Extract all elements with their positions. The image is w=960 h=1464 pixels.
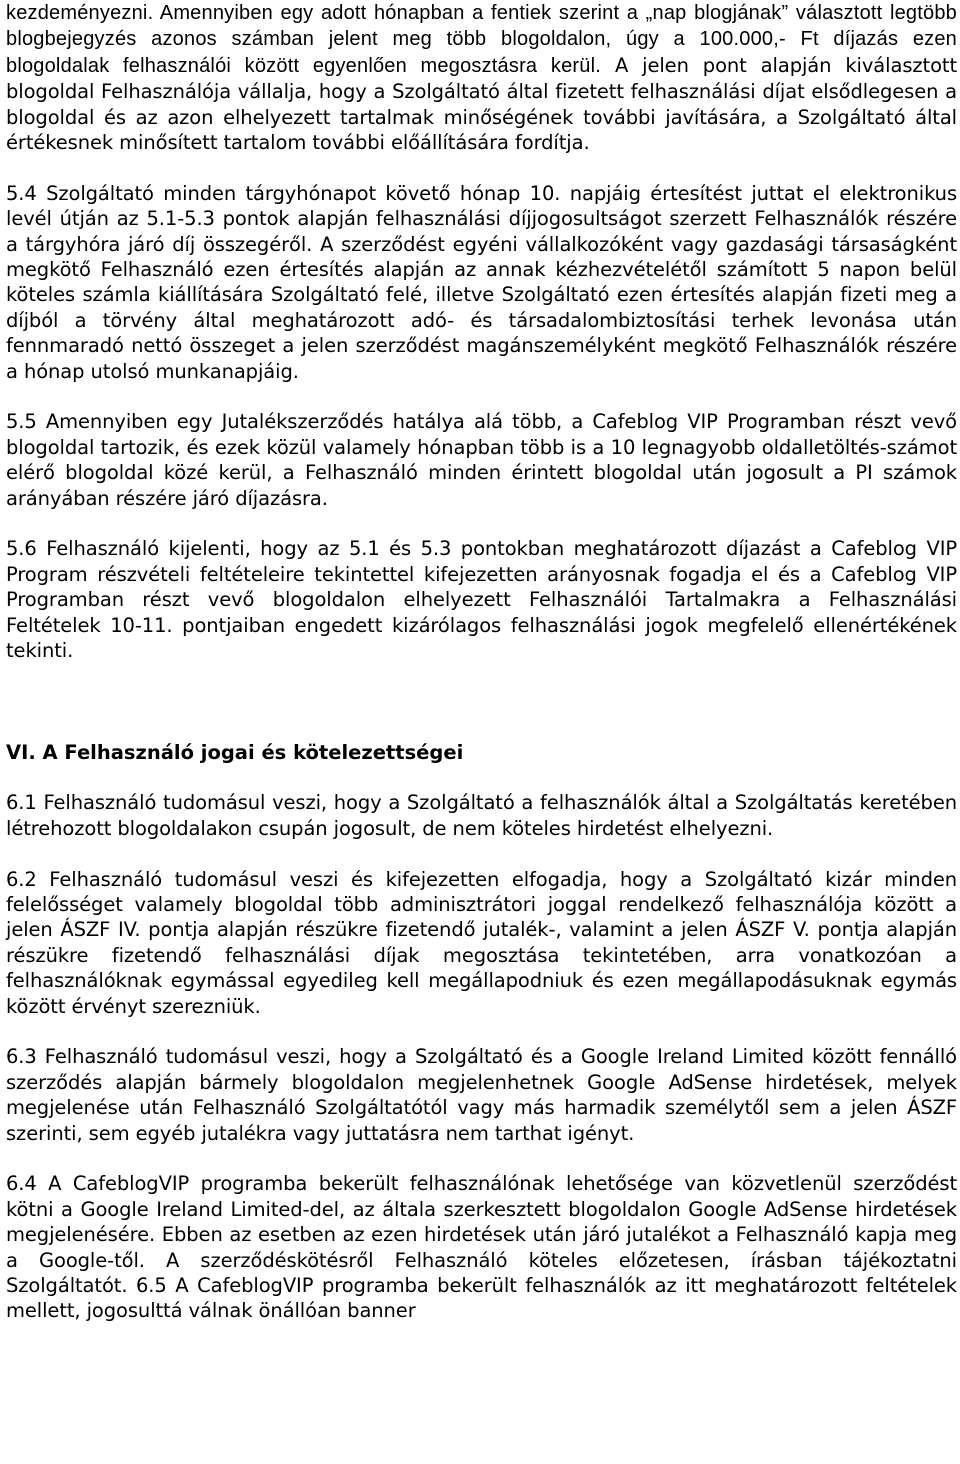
paragraph-gap xyxy=(6,1146,957,1171)
paragraph-5-4: 5.4 Szolgáltató minden tárgyhónapot követő hónap 10. napjáig értesítést juttat el elektronikus levél útján az 5.1-5.3 pontok alapján felhasználási díjjogosultságot szerzett Felhasználók részére a tárgyhóra járó díj összegéről. A szerződést egyéni vállalkozóként vagy gazdasági társaságként megkötő Felhasználó ezen értesítés alapján az annak kézhezvételétől számított 5 napon belül köteles számla kiállítására Szolgáltató felé, illetve Szolgáltató ezen értesítés alapján fizeti meg a díjból a törvény által meghatározott adó- és társadalombiztosítási terhek levonása után fennmaradó nettó összeget a jelen szerződést magánszemélyként megkötő Felhasználók részére a hónap utolsó munkanapjáig. xyxy=(6,181,957,383)
paragraph-gap xyxy=(6,1019,957,1044)
paragraph-gap xyxy=(6,765,957,790)
paragraph-6-2: 6.2 Felhasználó tudomásul veszi és kifejezetten elfogadja, hogy a Szolgáltató kizár minden felelősséget valamely blogoldal több adminisztrátori joggal rendelkező felhasználója között a jelen ÁSZF IV. pontja alapján részükre fizetendő jutalék-, valamint a jelen ÁSZF V. pontja alapján részükre fizetendő felhasználási díjak megosztása tekintetében, arra vonatkozóan a felhasználóknak egymással egyedileg kell megállapodniuk és ezen megállapodásuknak egymás között érvényt szerezniük. xyxy=(6,867,957,1018)
paragraph-intro-rest: A jelen pont alapján kiválasztott blogoldal Felhasználója vállalja, hogy a Szolgáltató által fizetett felhasználási díjat elsődlegesen a blogoldal és az azon elhelyezett tartalmak minőségének további javítására, a Szolgáltató által értékesnek minősített tartalom további előállítására fordítja. xyxy=(6,53,957,155)
paragraph-gap xyxy=(6,384,957,409)
paragraph-6-4: 6.4 A CafeblogVIP programba bekerült felhasználónak lehetősége van közvetlenül szerződést kötni a Google Ireland Limited-del, az általa szerkesztett blogoldalon Google AdSense hirdetések megjelenésére. Ebben az esetben az ezen hirdetések után járó jutalékot a Felhasználó kapja meg a Google-től. A szerződéskötésről Felhasználó köteles előzetesen, írásban tájékoztatni Szolgáltatót. 6.5 A CafeblogVIP programba bekerült felhasználók az itt meghatározott feltételek mellett, jogosulttá válnak önállóan banner xyxy=(6,1172,957,1323)
section-heading-vi: VI. A Felhasználó jogai és kötelezettségei xyxy=(6,740,464,764)
document-page xyxy=(6,0,957,1324)
paragraph-5-6: 5.6 Felhasználó kijelenti, hogy az 5.1 és 5.3 pontokban meghatározott díjazást a Cafeblog VIP Program részvételi feltételeire tekintettel kifejezetten arányosnak fogadja el és a Cafeblog VIP Programban részt vevő blogoldalon elhelyezett Felhasználói Tartalmakra a Felhasználási Feltételek 10-11. pontjaiban engedett kizárólagos felhasználási jogok megfelelő ellenértékének tekinti. xyxy=(6,537,957,663)
paragraph-gap xyxy=(6,155,957,180)
section-gap xyxy=(6,664,957,740)
paragraph-6-3: 6.3 Felhasználó tudomásul veszi, hogy a Szolgáltató és a Google Ireland Limited között fennálló szerződés alapján bármely blogoldalon megjelenhetnek Google AdSense hirdetések, melyek megjelenése után Felhasználó Szolgáltatótól vagy más harmadik személytől sem a jelen ÁSZF szerinti, sem egyéb jutalékra vagy juttatásra nem tarthat igényt. xyxy=(6,1045,957,1145)
paragraph-5-5: 5.5 Amennyiben egy Jutalékszerződés hatálya alá több, a Cafeblog VIP Programban részt vevő blogoldal tartozik, és ezek közül valamely hónapban több is a 10 legnagyobb oldalletöltés-számot elérő blogoldal közé kerül, a Felhasználó minden érintett blogoldal után jogosult a PI számok arányában részére járó díjazásra. xyxy=(6,410,957,510)
paragraph-6-1: 6.1 Felhasználó tudomásul veszi, hogy a Szolgáltató a felhasználók által a Szolgáltatás keretében létrehozott blogoldalakon csupán jogosult, de nem köteles hirdetést elhelyezni. xyxy=(6,791,957,840)
paragraph-gap xyxy=(6,841,957,866)
paragraph-intro xyxy=(6,0,957,155)
paragraph-gap xyxy=(6,511,957,536)
paragraph-intro-sans-part: kezdeményezni. Amennyiben egy adott hónapban a fentiek szerint a „nap blogjának” választott legtöbb blogbejegyzés azonos számban jelent meg több blogoldalon, úgy a 100.000,- Ft díjazás ezen blogoldalak felhasználói között egyenlően megosztásra kerül. xyxy=(6,2,957,77)
